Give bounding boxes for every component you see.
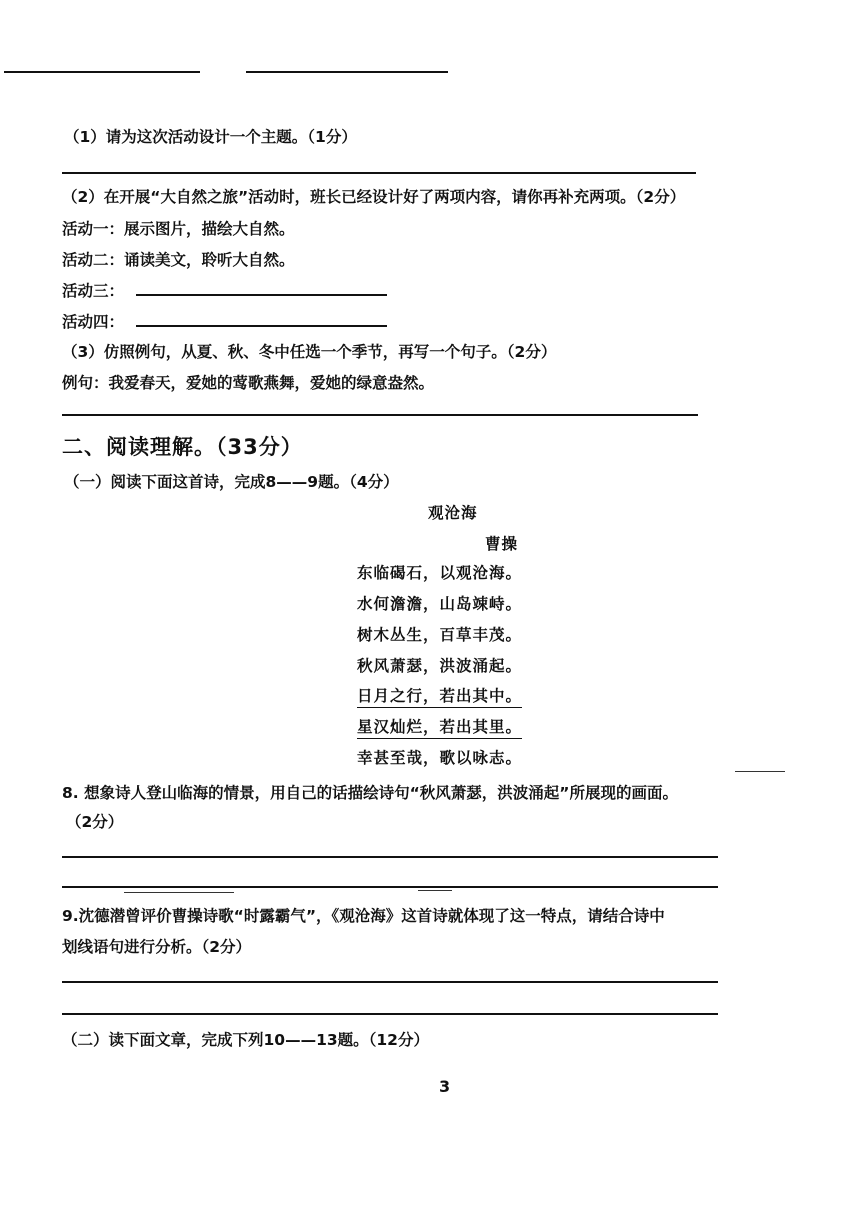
poem-line: 东临碣石，以观沧海。 bbox=[357, 564, 523, 582]
part-1-intro: （一）阅读下面这首诗，完成8——9题。（4分） bbox=[64, 473, 399, 491]
poem-line: 秋风萧瑟，洪波涌起。 bbox=[357, 657, 523, 675]
poem-line-underlined: 星汉灿烂，若出其里。 bbox=[357, 715, 522, 739]
activity-3-label: 活动三： bbox=[62, 282, 125, 300]
answer-line-q9-2[interactable] bbox=[62, 1013, 718, 1015]
answer-line-q9-1[interactable] bbox=[62, 981, 718, 983]
part-2-intro: （二）读下面文章，完成下列10——13题。（12分） bbox=[62, 1031, 429, 1049]
answer-line-activity-3[interactable] bbox=[136, 294, 387, 296]
page-number: 3 bbox=[439, 1077, 451, 1096]
question-8-points: （2分） bbox=[66, 813, 124, 831]
poem-line: 幸甚至哉，歌以咏志。 bbox=[357, 749, 523, 767]
question-8: 8. 想象诗人登山临海的情景，用自己的话描绘诗句“秋风萧瑟，洪波涌起”所展现的画面。 bbox=[62, 784, 678, 802]
poem-line: 树木丛生，百草丰茂。 bbox=[357, 626, 523, 644]
header-rule-right bbox=[246, 71, 448, 73]
scan-mark bbox=[418, 890, 452, 891]
question-9: 9.沈德潜曾评价曹操诗歌“时露霸气”，《观沧海》这首诗就体现了这一特点，请结合诗中 bbox=[62, 907, 665, 925]
poem-title: 观沧海 bbox=[428, 504, 478, 522]
question-9-continued: 划线语句进行分析。（2分） bbox=[62, 938, 252, 956]
answer-line-q8-1[interactable] bbox=[62, 856, 718, 858]
question-3: （3）仿照例句，从夏、秋、冬中任选一个季节，再写一个句子。（2分） bbox=[62, 343, 557, 361]
answer-line-q1[interactable] bbox=[62, 172, 696, 174]
poem-line: 水何澹澹，山岛竦峙。 bbox=[357, 595, 523, 613]
question-2: （2）在开展“大自然之旅”活动时，班长已经设计好了两项内容，请你再补充两项。（2分） bbox=[62, 188, 686, 206]
activity-2: 活动二：诵读美文，聆听大自然。 bbox=[62, 251, 295, 269]
answer-line-q3[interactable] bbox=[62, 414, 698, 416]
section-2-heading: 二、阅读理解。（33分） bbox=[62, 435, 303, 459]
scan-mark bbox=[735, 771, 785, 772]
question-1: （1）请为这次活动设计一个主题。（1分） bbox=[64, 128, 357, 146]
activity-1: 活动一：展示图片，描绘大自然。 bbox=[62, 220, 295, 238]
poem-line-underlined: 日月之行，若出其中。 bbox=[357, 684, 522, 708]
activity-4-label: 活动四： bbox=[62, 313, 125, 331]
header-rule-left bbox=[4, 71, 200, 73]
poem-author: 曹操 bbox=[485, 535, 519, 553]
example-sentence: 例句：我爱春天，爱她的莺歌燕舞，爱她的绿意盎然。 bbox=[62, 374, 435, 392]
answer-line-activity-4[interactable] bbox=[136, 325, 387, 327]
answer-line-q8-2[interactable] bbox=[62, 886, 718, 888]
scan-mark bbox=[124, 892, 234, 893]
